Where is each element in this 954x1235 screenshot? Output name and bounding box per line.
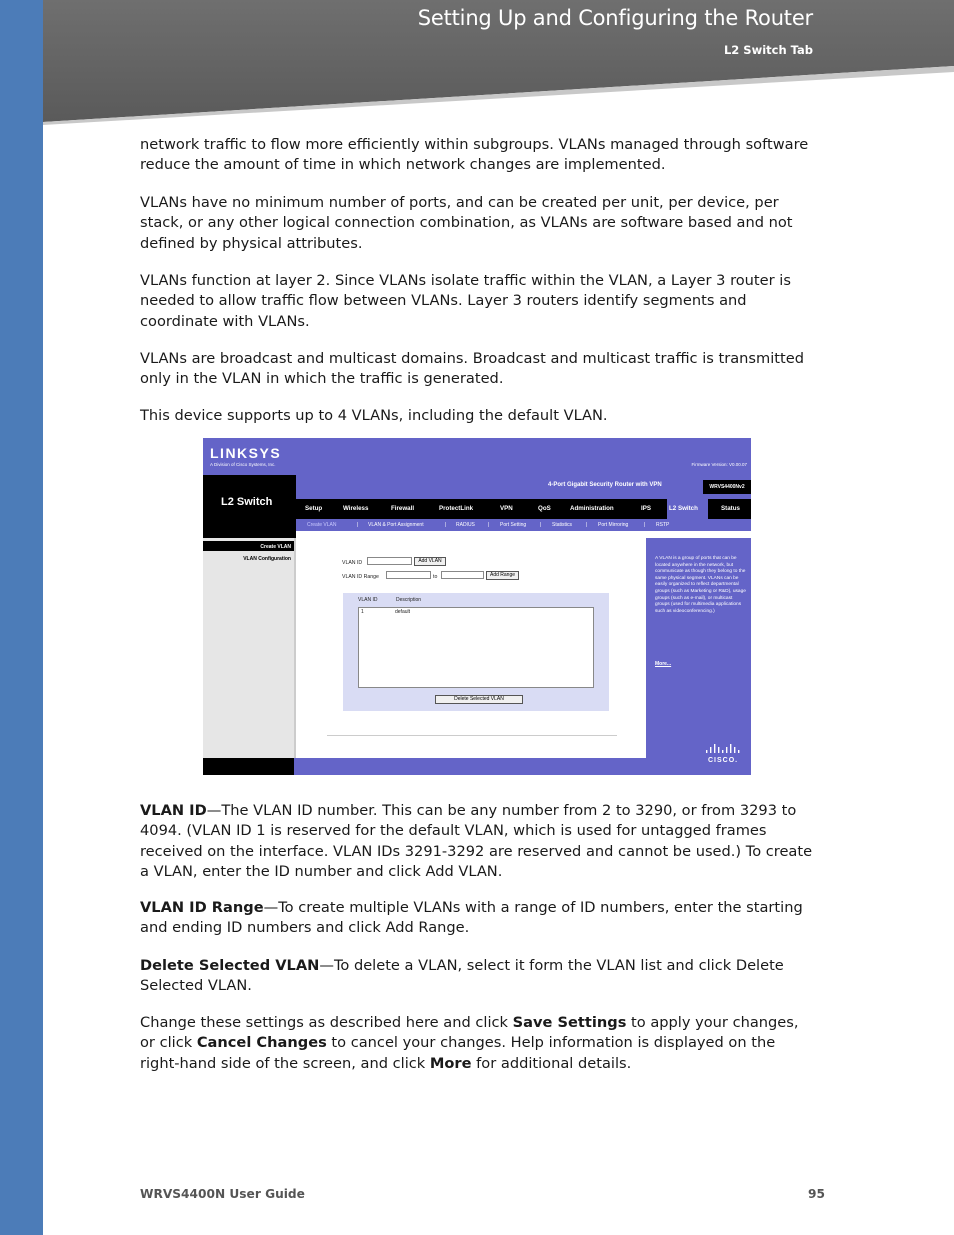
left-menu-vlan-configuration[interactable]: VLAN Configuration: [243, 556, 291, 562]
definition-text: —To create multiple VLANs with a range of ID numbers, enter the starting and ending ID numbers and click Add Range.: [140, 899, 803, 937]
nav-setup[interactable]: Setup: [305, 505, 323, 512]
header-subtitle: L2 Switch Tab: [723, 43, 813, 57]
screenshot-topbar: [203, 438, 751, 475]
closing-paragraph: Change these settings as described here and click Save Settings to apply your changes, or click Cancel Changes to cancel your changes. Help information is displayed on the right-hand side of the screen, and click More for additional details.: [140, 1014, 799, 1072]
definition-term: VLAN ID Range: [140, 899, 264, 916]
nav-vpn[interactable]: VPN: [500, 505, 513, 512]
nav-ips[interactable]: IPS: [641, 505, 651, 512]
left-menu-create-vlan[interactable]: Create VLAN: [260, 544, 291, 550]
range-to-label: to: [433, 574, 438, 580]
vlan-range-end-input[interactable]: [441, 571, 484, 579]
add-vlan-button[interactable]: Add VLAN: [414, 557, 446, 566]
section-title: L2 Switch: [221, 496, 273, 508]
list-item-desc[interactable]: default: [395, 609, 411, 615]
subnav-vlan-port-assignment[interactable]: VLAN & Port Assignment: [368, 522, 424, 528]
nav-firewall[interactable]: Firewall: [391, 505, 415, 512]
save-settings-term: Save Settings: [512, 1014, 627, 1031]
cancel-changes-term: Cancel Changes: [196, 1034, 327, 1052]
vlan-id-label: VLAN ID: [342, 560, 363, 566]
main-divider: [327, 735, 617, 736]
more-link[interactable]: More...: [655, 661, 672, 667]
footer-page-number: 95: [808, 1187, 825, 1201]
product-bar: [296, 475, 751, 499]
nav-wireless[interactable]: Wireless: [343, 505, 369, 512]
cisco-bars-icon: [705, 744, 745, 754]
list-item-id[interactable]: 1: [361, 609, 364, 615]
add-range-button[interactable]: Add Range: [486, 571, 519, 580]
sub-nav: Create VLAN | VLAN & Port Assignment | RADIUS | Port Setting | Statistics | Port Mirroring | RSTP: [296, 519, 751, 531]
definition-vlan-id-range: [140, 898, 816, 939]
cisco-logo: CISCO.: [708, 757, 739, 764]
main-nav: [296, 499, 751, 519]
nav-status[interactable]: Status: [721, 505, 740, 512]
paragraph: VLANs have no minimum number of ports, and can be created per unit, per device, per stack, or any other logical connection combination, as VLANs are software based and not defined by physical attributes.: [140, 194, 793, 252]
definition-term: VLAN ID: [140, 802, 207, 819]
definition-text: —The VLAN ID number. This can be any number from 2 to 3290, or from 3293 to 4094. (VLAN ID 1 is reserved for the default VLAN, which is used for untagged frames received on the interface. VLAN IDs 3291-3292 are reserved and cannot be used.) To create a VLAN, enter the ID number and click Add VLAN.: [140, 802, 813, 880]
linksys-logo: LINKSYS: [210, 445, 282, 461]
paragraph: VLANs are broadcast and multicast domains. Broadcast and multicast traffic is transmitted only in the VLAN in which the traffic is generated.: [140, 350, 804, 388]
left-sidebar-stripe: [0, 0, 43, 1235]
help-text: A VLAN is a group of ports that can be located anywhere in the network, but communicate as though they belong to the same physical segment. VLANs can be easily organized to reflect departmental groups (such as Marketing or R&D), usage groups (such as e-mail), or multicast groups (used for multimedia applications such as videoconferencing.): [655, 556, 746, 614]
logo-subtitle: A Division of Cisco Systems, Inc.: [210, 462, 276, 467]
vlan-id-input[interactable]: [367, 557, 412, 565]
paragraph: network traffic to flow more efficiently within subgroups. VLANs managed through software reduce the amount of time in which network changes are implemented.: [140, 136, 809, 174]
firmware-version: Firmware Version: V0.00.07: [691, 462, 747, 467]
subnav-rstp[interactable]: RSTP: [656, 522, 670, 528]
paragraph: This device supports up to 4 VLANs, including the default VLAN.: [140, 407, 608, 424]
header-title: Setting Up and Configuring the Router: [417, 6, 813, 30]
nav-qos[interactable]: QoS: [538, 505, 551, 512]
product-name: 4-Port Gigabit Security Router with VPN: [548, 482, 662, 488]
delete-selected-vlan-button[interactable]: Delete Selected VLAN: [435, 695, 523, 704]
subnav-statistics[interactable]: Statistics: [552, 522, 573, 528]
nav-protectlink[interactable]: ProtectLink: [439, 505, 474, 512]
router-ui-screenshot: [203, 438, 751, 775]
definition-term: Delete Selected VLAN: [140, 957, 320, 974]
model-badge: WRVS4400Nv2: [703, 480, 751, 494]
nav-l2-switch[interactable]: L2 Switch: [669, 505, 698, 512]
list-header-description: Description: [396, 597, 422, 603]
bottom-left-block: [203, 758, 294, 775]
nav-spacer: [296, 531, 751, 538]
list-header-vlan-id: VLAN ID: [358, 597, 378, 603]
nav-administration[interactable]: Administration: [570, 505, 614, 512]
subnav-create-vlan[interactable]: Create VLAN: [307, 522, 337, 528]
subnav-port-setting[interactable]: Port Setting: [500, 522, 527, 528]
more-term: More: [429, 1054, 472, 1072]
left-menu-column: [203, 538, 294, 775]
subnav-port-mirroring[interactable]: Port Mirroring: [598, 522, 629, 528]
paragraph: VLANs function at layer 2. Since VLANs isolate traffic within the VLAN, a Layer 3 router is needed to allow traffic flow between VLANs. Layer 3 routers identify segments and coordinate with VLANs.: [140, 272, 791, 330]
subnav-radius[interactable]: RADIUS: [456, 522, 475, 528]
definition-vlan-id: [140, 801, 816, 882]
footer-guide-title: WRVS4400N User Guide: [140, 1187, 305, 1201]
vlan-list[interactable]: [358, 607, 594, 688]
vlan-range-start-input[interactable]: [386, 571, 431, 579]
definition-delete-selected-vlan: [140, 956, 816, 997]
definition-text: —To delete a VLAN, select it form the VLAN list and click Delete Selected VLAN.: [140, 957, 784, 995]
vlan-range-label: VLAN ID Range: [342, 574, 379, 580]
